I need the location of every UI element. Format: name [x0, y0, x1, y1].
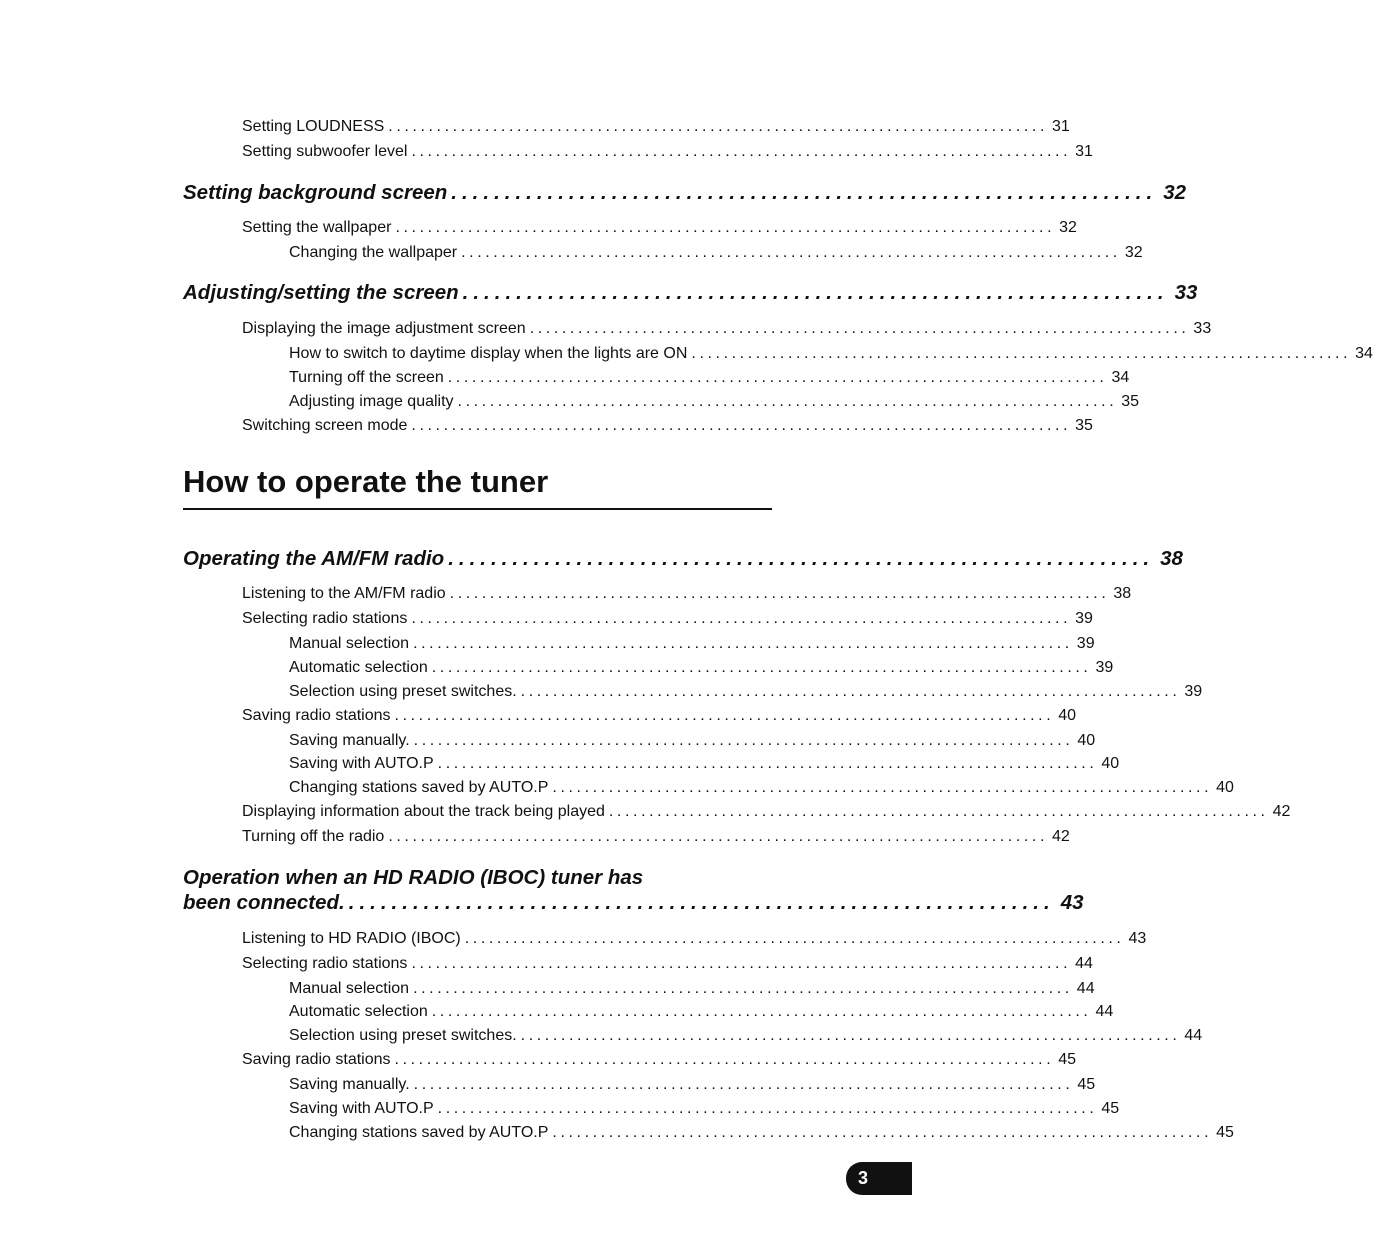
toc-subentry[interactable]	[289, 244, 1143, 262]
toc-section-heading[interactable]	[183, 547, 1183, 571]
dot-leader: ..................................................................................	[437, 1100, 1098, 1117]
toc-entry-label: Setting the wallpaper	[242, 219, 392, 236]
toc-section-heading-line1[interactable]: Operation when an HD RADIO (IBOC) tuner has	[183, 866, 644, 889]
dot-leader: ..................................................................................	[411, 610, 1072, 627]
toc-entry-page: 31	[1075, 143, 1093, 160]
toc-section-page: 38	[1160, 547, 1183, 570]
toc-entry-page: 32	[1124, 244, 1143, 261]
toc-entry-page: 31	[1052, 118, 1070, 135]
toc-section-label: been connected.	[183, 891, 345, 914]
toc-entry-label: Adjusting image quality	[289, 393, 454, 410]
toc-entry-label: Setting LOUDNESS	[242, 118, 385, 135]
toc-subentry[interactable]	[289, 659, 1114, 677]
toc-subentry[interactable]	[289, 755, 1120, 773]
toc-subentry[interactable]	[289, 1003, 1114, 1021]
toc-entry-page: 42	[1272, 803, 1291, 820]
page-number-tab	[846, 1162, 912, 1195]
dot-leader: ..................................................................................	[520, 683, 1181, 700]
dot-leader: ..................................................................................	[529, 320, 1190, 337]
dot-leader: ..................................................................................	[411, 955, 1072, 972]
dot-leader: ..................................................................................	[457, 393, 1118, 410]
toc-entry-page: 32	[1059, 219, 1077, 236]
dot-leader: ..................................................................................	[413, 1076, 1074, 1093]
toc-entry-page: 45	[1216, 1124, 1234, 1141]
toc-entry-label: Saving radio stations	[242, 1051, 391, 1068]
dot-leader: ..................................................................................	[388, 118, 1048, 135]
dot-leader: ..................................................................................	[461, 244, 1121, 261]
toc-section-page: 33	[1174, 281, 1198, 304]
toc-entry[interactable]	[242, 143, 1093, 161]
dot-leader: ..................................................................	[448, 547, 1155, 570]
toc-entry-label: Saving manually.	[289, 1076, 410, 1093]
toc-subentry[interactable]	[289, 369, 1130, 387]
toc-entry-label: Turning off the screen	[289, 369, 444, 386]
dot-leader: ..................................................................................	[413, 635, 1073, 652]
toc-entry-page: 34	[1111, 369, 1130, 386]
toc-entry-page: 38	[1113, 585, 1132, 602]
toc-entry[interactable]	[242, 118, 1070, 136]
toc-section-label: Setting background screen	[183, 181, 448, 204]
toc-entry-label: Selecting radio stations	[242, 610, 408, 627]
toc-entry-label: Saving with AUTO.P	[289, 1100, 434, 1117]
toc-section-page: 32	[1163, 181, 1187, 204]
toc-entry-page: 44	[1184, 1027, 1203, 1044]
toc-entry-label: Listening to HD RADIO (IBOC)	[242, 930, 461, 947]
dot-leader: ..................................................................	[451, 181, 1158, 204]
toc-entry-label: Saving radio stations	[242, 707, 391, 724]
chapter-title: How to operate the tuner	[183, 462, 772, 510]
toc-entry[interactable]	[242, 707, 1077, 725]
toc-entry-page: 45	[1058, 1051, 1077, 1068]
dot-leader: ..................................................................................	[552, 779, 1213, 796]
toc-entry-label: Automatic selection	[289, 659, 428, 676]
toc-subentry[interactable]	[289, 732, 1096, 750]
toc-section-page: 43	[1060, 891, 1084, 914]
toc-entry-label: Displaying information about the track being played	[242, 803, 605, 820]
toc-entry-label: Saving with AUTO.P	[289, 755, 434, 772]
toc-entry[interactable]	[242, 955, 1093, 973]
dot-leader: ..................................................................................	[691, 345, 1352, 362]
dot-leader: ..................................................................................	[411, 143, 1072, 160]
dot-leader: ..................................................................................	[394, 707, 1055, 724]
toc-entry-label: Selecting radio stations	[242, 955, 408, 972]
toc-entry-page: 44	[1095, 1003, 1114, 1020]
toc-entry[interactable]	[242, 320, 1212, 338]
toc-entry-page: 40	[1077, 732, 1096, 749]
dot-leader: ..................................................................................	[449, 585, 1110, 602]
toc-entry-label: How to switch to daytime display when the lights are ON	[289, 345, 688, 362]
dot-leader: ..................................................................................	[388, 828, 1049, 845]
dot-leader: ..................................................................................	[411, 417, 1072, 434]
toc-subentry[interactable]	[289, 779, 1234, 797]
toc-subentry[interactable]	[289, 635, 1095, 653]
dot-leader: ..................................................................	[348, 891, 1055, 914]
toc-section-heading[interactable]	[183, 181, 1187, 205]
dot-leader: ..................................................................................	[520, 1027, 1181, 1044]
toc-section-label: Adjusting/setting the screen	[183, 281, 459, 304]
dot-leader: ..................................................................................	[431, 659, 1092, 676]
toc-entry-label: Selection using preset switches.	[289, 1027, 517, 1044]
dot-leader: ..................................................................................	[413, 980, 1073, 997]
toc-entry[interactable]	[242, 828, 1070, 846]
toc-entry-label: Manual selection	[289, 635, 410, 652]
toc-entry[interactable]	[242, 930, 1147, 948]
toc-entry-label: Selection using preset switches.	[289, 683, 517, 700]
toc-entry-label: Turning off the radio	[242, 828, 385, 845]
toc-entry-page: 34	[1355, 345, 1373, 362]
toc-entry[interactable]	[242, 803, 1291, 821]
toc-entry-page: 35	[1121, 393, 1140, 410]
toc-entry[interactable]	[242, 1051, 1077, 1069]
toc-entry-page: 33	[1193, 320, 1212, 337]
dot-leader: ..................................................................................	[394, 1051, 1055, 1068]
toc-entry-page: 39	[1076, 635, 1095, 652]
toc-entry-page: 39	[1095, 659, 1114, 676]
toc-subentry[interactable]	[289, 1124, 1234, 1142]
toc-entry[interactable]	[242, 585, 1132, 603]
dot-leader: ..................................................................................	[447, 369, 1108, 386]
toc-section-label: Operating the AM/FM radio	[183, 547, 445, 570]
toc-entry-label: Manual selection	[289, 980, 410, 997]
toc-entry-page: 44	[1076, 980, 1095, 997]
dot-leader: ..................................................................................	[464, 930, 1125, 947]
toc-entry-page: 40	[1216, 779, 1234, 796]
toc-entry-page: 45	[1101, 1100, 1120, 1117]
dot-leader: ..................................................................................	[395, 219, 1056, 236]
toc-subentry[interactable]	[289, 1100, 1120, 1118]
dot-leader: ..................................................................................	[431, 1003, 1092, 1020]
toc-entry-label: Listening to the AM/FM radio	[242, 585, 446, 602]
toc-subentry[interactable]	[289, 393, 1140, 411]
toc-entry-page: 44	[1075, 955, 1093, 972]
dot-leader: ..................................................................................	[552, 1124, 1213, 1141]
toc-entry-page: 35	[1075, 417, 1093, 434]
toc-entry[interactable]	[242, 219, 1077, 237]
dot-leader: ..................................................................................	[437, 755, 1098, 772]
toc-section-heading[interactable]	[183, 891, 1084, 915]
dot-leader: ..................................................................................	[608, 803, 1269, 820]
toc-entry-label: Changing stations saved by AUTO.P	[289, 1124, 549, 1141]
toc-entry-label: Automatic selection	[289, 1003, 428, 1020]
dot-leader: ..................................................................	[462, 281, 1169, 304]
toc-entry-page: 39	[1075, 610, 1093, 627]
toc-entry-label: Displaying the image adjustment screen	[242, 320, 526, 337]
toc-entry-label: Setting subwoofer level	[242, 143, 408, 160]
toc-entry-page: 45	[1077, 1076, 1096, 1093]
toc-entry-page: 43	[1128, 930, 1147, 947]
toc-entry[interactable]	[242, 417, 1093, 435]
toc-entry-page: 40	[1058, 707, 1077, 724]
toc-subentry[interactable]	[289, 1076, 1096, 1094]
toc-entry-label: Switching screen mode	[242, 417, 408, 434]
toc-subentry[interactable]	[289, 683, 1203, 701]
toc-entry-label: Changing stations saved by AUTO.P	[289, 779, 549, 796]
toc-subentry[interactable]	[289, 345, 1373, 363]
toc-entry-label: Changing the wallpaper	[289, 244, 458, 261]
toc-entry-page: 40	[1101, 755, 1120, 772]
toc-subentry[interactable]	[289, 980, 1095, 998]
toc-entry[interactable]	[242, 610, 1093, 628]
page-number: 3	[858, 1168, 869, 1188]
toc-section-heading[interactable]	[183, 281, 1198, 305]
toc-subentry[interactable]	[289, 1027, 1203, 1045]
toc-entry-page: 42	[1052, 828, 1070, 845]
toc-entry-label: Saving manually.	[289, 732, 410, 749]
toc-entry-page: 39	[1184, 683, 1203, 700]
dot-leader: ..................................................................................	[413, 732, 1074, 749]
